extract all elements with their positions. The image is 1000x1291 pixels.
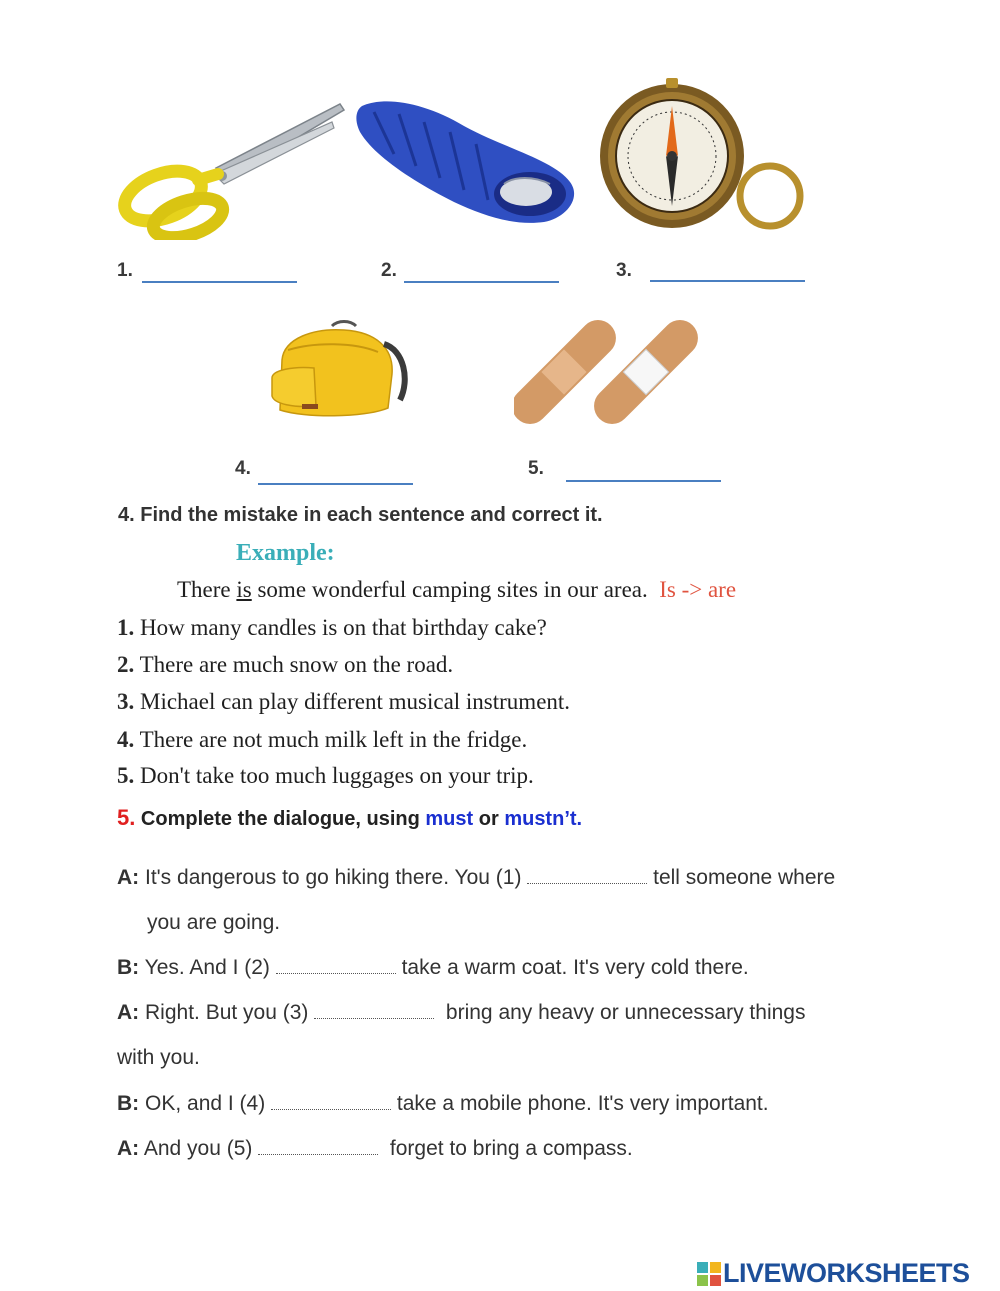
sleeping-bag-icon [354, 96, 580, 228]
mistake-sentence-3: 3. Michael can play different musical instrument. [117, 689, 571, 714]
section-4-heading: 4. Find the mistake in each sentence and correct it. [118, 504, 603, 526]
example-correction: Is -> are [659, 577, 737, 602]
word-mustnt: mustn’t. [504, 808, 583, 830]
dialogue-blank-1[interactable] [527, 883, 647, 884]
example-underlined-word: is [236, 577, 252, 602]
dialogue-line-5: A: And you (5) forget to bring a compass. [117, 1137, 633, 1160]
picture-number-2: 2. [381, 260, 397, 281]
picture-number-4: 4. [235, 458, 251, 479]
dialogue-line-1: A: It's dangerous to go hiking there. You (1) tell someone where [117, 866, 836, 889]
answer-input-4[interactable] [258, 483, 413, 485]
mistake-sentence-4: 4. There are not much milk left in the fridge. [117, 727, 528, 752]
scissors-icon [118, 98, 346, 240]
example-sentence: There is some wonderful camping sites in our area. Is -> are [177, 577, 737, 602]
logo-grid-icon [697, 1262, 721, 1286]
dialogue-line-4: B: OK, and I (4) take a mobile phone. It's very important. [117, 1092, 769, 1115]
answer-input-3[interactable] [650, 280, 805, 282]
picture-number-3: 3. [616, 260, 632, 281]
dialogue-line-3: A: Right. But you (3) bring any heavy or unnecessary things [117, 1001, 806, 1024]
picture-number-1: 1. [117, 260, 133, 281]
picture-number-5: 5. [528, 458, 544, 479]
answer-input-5[interactable] [566, 480, 721, 482]
logo-text: LIVEWORKSHEETS [723, 1258, 970, 1288]
mistake-sentence-1: 1. How many candles is on that birthday cake? [117, 615, 547, 640]
answer-input-2[interactable] [404, 281, 559, 283]
backpack-icon [264, 320, 414, 420]
dialogue-line-2: B: Yes. And I (2) take a warm coat. It's very cold there. [117, 956, 749, 979]
answer-input-1[interactable] [142, 281, 297, 283]
section-5-heading: 5. Complete the dialogue, using must or mustn’t. [117, 805, 583, 830]
mistake-sentence-5: 5. Don't take too much luggages on your trip. [117, 763, 534, 788]
dialogue-blank-5[interactable] [258, 1154, 378, 1155]
plaster-icon [514, 316, 700, 428]
compass-icon [600, 76, 812, 234]
mistake-sentence-2: 2. There are much snow on the road. [117, 652, 454, 677]
dialogue-blank-3[interactable] [314, 1018, 434, 1019]
dialogue-blank-2[interactable] [276, 973, 396, 974]
dialogue-line-1-continued: you are going. [147, 911, 281, 934]
example-label: Example: [236, 540, 335, 566]
dialogue-line-3-continued: with you. [117, 1046, 200, 1069]
word-must: must [425, 808, 474, 830]
section-5-number: 5. [117, 805, 136, 830]
dialogue-blank-4[interactable] [271, 1109, 391, 1110]
liveworksheets-logo [697, 1258, 970, 1289]
